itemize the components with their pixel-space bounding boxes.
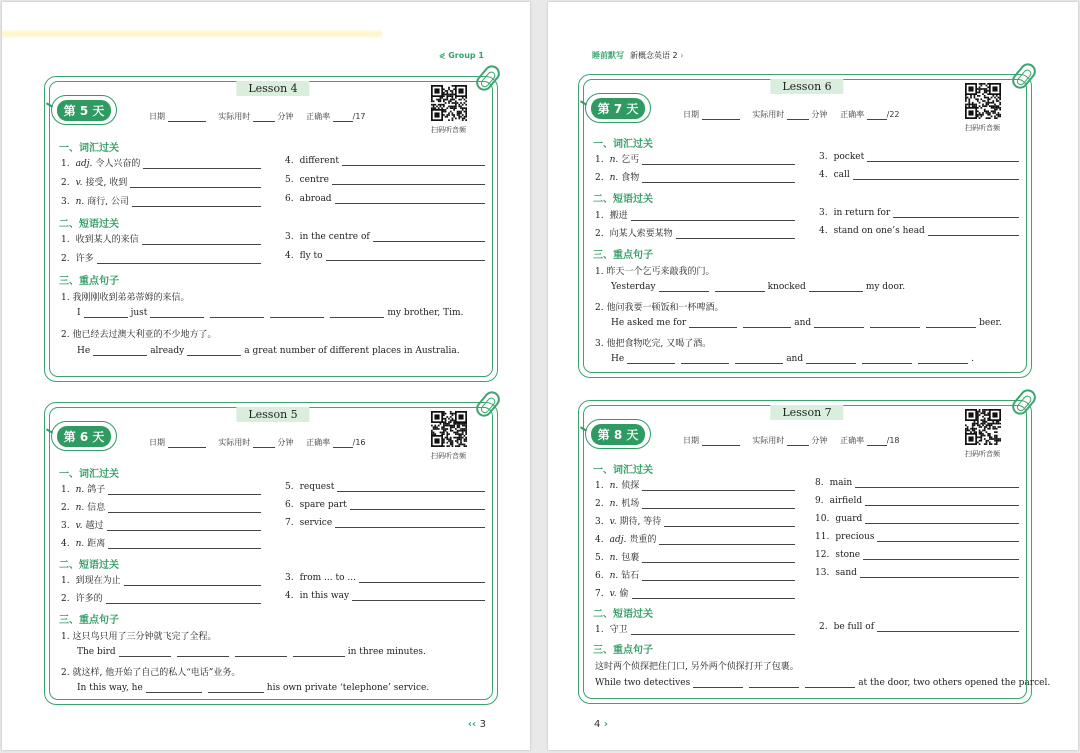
section-title: 三、重点句子 bbox=[59, 276, 119, 287]
answer-blank[interactable] bbox=[865, 514, 1019, 524]
answer-blank[interactable] bbox=[926, 318, 976, 328]
vocab-item: 13. sand bbox=[815, 568, 1019, 578]
answer-blank[interactable] bbox=[676, 229, 795, 239]
answer-blank[interactable] bbox=[119, 647, 171, 657]
answer-blank[interactable] bbox=[735, 354, 783, 364]
phrase-item: 4. fly to bbox=[285, 251, 485, 261]
answer-blank[interactable] bbox=[715, 282, 765, 292]
vocab-item: 1. n. 侦探 bbox=[595, 478, 795, 491]
page-number: ‹‹ 3 bbox=[467, 719, 486, 730]
vocab-item: 4. adj. 贵重的 bbox=[595, 532, 795, 545]
answer-blank[interactable] bbox=[150, 308, 204, 318]
answer-blank[interactable] bbox=[642, 481, 795, 491]
lesson-title: Lesson 7 bbox=[770, 405, 843, 420]
sentence-prompt: 1. 我刚刚收到弟弟蒂姆的来信。 bbox=[61, 293, 190, 303]
answer-blank[interactable] bbox=[142, 235, 261, 245]
answer-blank[interactable] bbox=[132, 197, 261, 207]
answer-blank[interactable] bbox=[350, 500, 485, 510]
phrase-item: 2. 向某人索要某物 bbox=[595, 226, 795, 239]
sentence-answer: I just my brother, Tim. bbox=[77, 308, 464, 318]
vocab-item: 11. precious bbox=[815, 532, 1019, 542]
phrase-item: 3. from ... to ... bbox=[285, 573, 485, 583]
section-title: 三、重点句子 bbox=[593, 645, 653, 656]
answer-blank[interactable] bbox=[642, 173, 795, 183]
progress-fields: 日期 实际用时 分钟 正确率 /17 bbox=[149, 112, 366, 121]
answer-blank[interactable] bbox=[627, 354, 675, 364]
sentence-answer: While two detectives at the door, two others opened the parcel. bbox=[595, 678, 1051, 688]
answer-blank[interactable] bbox=[877, 532, 1019, 542]
vocab-item: 7. service bbox=[285, 518, 485, 528]
answer-blank[interactable] bbox=[689, 318, 737, 328]
section-title: 三、重点句子 bbox=[593, 250, 653, 261]
answer-blank[interactable] bbox=[642, 155, 795, 165]
vocab-item: 4. call bbox=[819, 170, 1019, 180]
answer-blank[interactable] bbox=[659, 282, 709, 292]
vocab-item: 7. v. 偷 bbox=[595, 586, 795, 599]
answer-blank[interactable] bbox=[631, 211, 795, 221]
sentence-prompt: 2. 就这样, 他开始了自己的私人“电话”业务。 bbox=[61, 668, 241, 678]
answer-blank[interactable] bbox=[863, 550, 1019, 560]
phrase-item: 4. in this way bbox=[285, 591, 485, 601]
answer-blank[interactable] bbox=[352, 591, 485, 601]
answer-blank[interactable] bbox=[743, 318, 791, 328]
phrase-item: 1. 搬进 bbox=[595, 208, 795, 221]
answer-blank[interactable] bbox=[853, 170, 1019, 180]
answer-blank[interactable] bbox=[330, 308, 384, 318]
lesson-title: Lesson 6 bbox=[770, 79, 843, 94]
answer-blank[interactable] bbox=[867, 152, 1019, 162]
vocab-item: 3. v. 期待, 等待 bbox=[595, 514, 795, 527]
progress-fields: 日期 实际用时 分钟 正确率 /16 bbox=[149, 438, 366, 447]
sentence-prompt: 3. 他把食物吃完, 又喝了酒。 bbox=[595, 339, 712, 349]
vocab-item: 10. guard bbox=[815, 514, 1019, 524]
answer-blank[interactable] bbox=[373, 232, 485, 242]
qr-caption: 扫码听音频 bbox=[965, 450, 1000, 458]
sentence-answer: He and . bbox=[611, 354, 974, 364]
answer-blank[interactable] bbox=[805, 678, 855, 688]
answer-blank[interactable] bbox=[664, 517, 795, 527]
answer-blank[interactable] bbox=[642, 553, 795, 563]
answer-blank[interactable] bbox=[809, 282, 863, 292]
answer-blank[interactable] bbox=[642, 571, 795, 581]
qr-code-icon[interactable] bbox=[965, 409, 1001, 445]
answer-blank[interactable] bbox=[342, 156, 485, 166]
sentence-answer: In this way, he his own private ‘telephone’ service. bbox=[77, 683, 430, 693]
day-badge: 第 7 天 bbox=[585, 93, 651, 123]
phrase-item: 3. in return for bbox=[819, 208, 1019, 218]
answer-blank[interactable] bbox=[326, 251, 485, 261]
answer-blank[interactable] bbox=[337, 482, 485, 492]
phrase-item: 1. 到现在为止 bbox=[61, 573, 261, 586]
answer-blank[interactable] bbox=[130, 178, 261, 188]
left-page bbox=[2, 2, 530, 750]
answer-blank[interactable] bbox=[177, 647, 229, 657]
answer-blank[interactable] bbox=[235, 647, 287, 657]
section-title: 二、短语过关 bbox=[59, 560, 119, 571]
sentence-answer: The bird in three minutes. bbox=[77, 647, 426, 657]
series-tag: 睡前默写 新概念英语 2 › bbox=[592, 51, 684, 60]
answer-blank[interactable] bbox=[210, 308, 264, 318]
phrase-item: 1. 收到某人的来信 bbox=[61, 232, 261, 245]
answer-blank[interactable] bbox=[84, 308, 128, 318]
phrase-item: 4. stand on one’s head bbox=[819, 226, 1019, 236]
vocab-item: 8. main bbox=[815, 478, 1019, 488]
double-chevron-icon: ‹‹ bbox=[467, 719, 480, 730]
vocab-item: 9. airfield bbox=[815, 496, 1019, 506]
chevron-right-icon: › bbox=[600, 719, 608, 730]
answer-blank[interactable] bbox=[359, 573, 485, 583]
answer-blank[interactable] bbox=[93, 346, 147, 356]
section-title: 一、词汇过关 bbox=[593, 465, 653, 476]
lesson-card bbox=[44, 402, 498, 705]
vocab-item: 1. n. 乞丐 bbox=[595, 152, 795, 165]
answer-blank[interactable] bbox=[108, 485, 261, 495]
answer-blank[interactable] bbox=[124, 576, 261, 586]
phrase-item: 2. 许多的 bbox=[61, 591, 261, 604]
vocab-item: 5. n. 包裹 bbox=[595, 550, 795, 563]
answer-blank[interactable] bbox=[632, 589, 796, 599]
answer-blank[interactable] bbox=[335, 518, 485, 528]
answer-blank[interactable] bbox=[893, 208, 1019, 218]
qr-caption: 扫码听音频 bbox=[431, 452, 466, 460]
lesson-title: Lesson 4 bbox=[236, 81, 309, 96]
group-tag: ⋞ Group 1 bbox=[438, 51, 484, 60]
answer-blank[interactable] bbox=[855, 478, 1019, 488]
answer-blank[interactable] bbox=[918, 354, 968, 364]
lesson-card bbox=[44, 76, 498, 382]
answer-blank[interactable] bbox=[642, 499, 795, 509]
answer-blank[interactable] bbox=[335, 194, 485, 204]
highlight-band bbox=[2, 30, 382, 38]
phrase-item: 2. be full of bbox=[819, 622, 1019, 632]
answer-blank[interactable] bbox=[860, 568, 1019, 578]
sentence-prompt: 1. 这只鸟只用了三分钟就飞完了全程。 bbox=[61, 632, 217, 642]
section-title: 一、词汇过关 bbox=[59, 143, 119, 154]
vocab-item: 3. v. 越过 bbox=[61, 518, 261, 531]
answer-blank[interactable] bbox=[208, 683, 264, 693]
vocab-item: 2. v. 接受, 收到 bbox=[61, 175, 261, 188]
answer-blank[interactable] bbox=[293, 647, 345, 657]
day-badge: 第 8 天 bbox=[585, 419, 651, 449]
sentence-answer: He asked me for and beer. bbox=[611, 318, 1002, 328]
sentence-prompt: 2. 他已经去过澳大利亚的不少地方了。 bbox=[61, 330, 217, 340]
sentence-prompt: 1. 昨天一个乞丐来敲我的门。 bbox=[595, 267, 715, 277]
answer-blank[interactable] bbox=[146, 683, 202, 693]
vocab-item: 5. request bbox=[285, 482, 485, 492]
chevron-right-icon: › bbox=[680, 51, 684, 60]
answer-blank[interactable] bbox=[806, 354, 856, 364]
section-title: 一、词汇过关 bbox=[59, 469, 119, 480]
vocab-item: 3. n. 商行, 公司 bbox=[61, 194, 261, 207]
phrase-item: 1. 守卫 bbox=[595, 622, 795, 635]
lesson-title: Lesson 5 bbox=[236, 407, 309, 422]
answer-blank[interactable] bbox=[681, 354, 729, 364]
answer-blank[interactable] bbox=[187, 346, 241, 356]
answer-blank[interactable] bbox=[659, 535, 795, 545]
qr-caption: 扫码听音频 bbox=[431, 126, 466, 134]
answer-blank[interactable] bbox=[870, 318, 920, 328]
section-title: 三、重点句子 bbox=[59, 615, 119, 626]
double-chevron-icon: ⋞ bbox=[438, 51, 449, 60]
answer-blank[interactable] bbox=[749, 678, 799, 688]
section-title: 二、短语过关 bbox=[59, 219, 119, 230]
vocab-item: 5. centre bbox=[285, 175, 485, 185]
day-badge: 第 6 天 bbox=[51, 421, 117, 451]
vocab-item: 6. spare part bbox=[285, 500, 485, 510]
right-page bbox=[548, 2, 1078, 750]
lesson-card bbox=[578, 400, 1051, 704]
progress-fields: 日期 实际用时 分钟 正确率 /18 bbox=[683, 436, 900, 445]
qr-code-icon[interactable] bbox=[431, 411, 467, 447]
answer-blank[interactable] bbox=[97, 254, 261, 264]
answer-blank[interactable] bbox=[106, 594, 261, 604]
vocab-item: 3. pocket bbox=[819, 152, 1019, 162]
vocab-item: 6. n. 钻石 bbox=[595, 568, 795, 581]
vocab-item: 6. abroad bbox=[285, 194, 485, 204]
vocab-item: 2. n. 食物 bbox=[595, 170, 795, 183]
answer-blank[interactable] bbox=[928, 226, 1019, 236]
qr-code-icon[interactable] bbox=[965, 83, 1001, 119]
sentence-prompt: 2. 他问我要一顿饭和一杯啤酒。 bbox=[595, 303, 724, 313]
answer-blank[interactable] bbox=[862, 354, 912, 364]
qr-caption: 扫码听音频 bbox=[965, 124, 1000, 132]
sentence-prompt: 这时两个侦探把住门口, 另外两个侦探打开了包裹。 bbox=[595, 662, 799, 672]
section-title: 一、词汇过关 bbox=[593, 139, 653, 150]
phrase-item: 3. in the centre of bbox=[285, 232, 485, 242]
answer-blank[interactable] bbox=[814, 318, 864, 328]
vocab-item: 12. stone bbox=[815, 550, 1019, 560]
vocab-item: 4. different bbox=[285, 156, 485, 166]
day-badge: 第 5 天 bbox=[51, 95, 117, 125]
vocab-item: 4. n. 距离 bbox=[61, 536, 261, 549]
phrase-item: 2. 许多 bbox=[61, 251, 261, 264]
vocab-item: 1. adj. 令人兴奋的 bbox=[61, 156, 261, 169]
answer-blank[interactable] bbox=[693, 678, 743, 688]
qr-code-icon[interactable] bbox=[431, 85, 467, 121]
answer-blank[interactable] bbox=[631, 625, 795, 635]
vocab-item: 1. n. 鸽子 bbox=[61, 482, 261, 495]
section-title: 二、短语过关 bbox=[593, 194, 653, 205]
answer-blank[interactable] bbox=[332, 175, 485, 185]
lesson-card bbox=[578, 74, 1032, 378]
sentence-answer: Yesterday knocked my door. bbox=[611, 282, 906, 292]
answer-blank[interactable] bbox=[108, 503, 261, 513]
answer-blank[interactable] bbox=[107, 521, 262, 531]
progress-fields: 日期 实际用时 分钟 正确率 /22 bbox=[683, 110, 900, 119]
answer-blank[interactable] bbox=[877, 622, 1019, 632]
section-title: 二、短语过关 bbox=[593, 609, 653, 620]
answer-blank[interactable] bbox=[270, 308, 324, 318]
vocab-item: 2. n. 机场 bbox=[595, 496, 795, 509]
page-number: 4 › bbox=[594, 719, 608, 730]
answer-blank[interactable] bbox=[865, 496, 1019, 506]
answer-blank[interactable] bbox=[143, 159, 261, 169]
answer-blank[interactable] bbox=[108, 539, 261, 549]
vocab-item: 2. n. 信息 bbox=[61, 500, 261, 513]
sentence-answer: He already a great number of different places in Australia. bbox=[77, 346, 460, 356]
